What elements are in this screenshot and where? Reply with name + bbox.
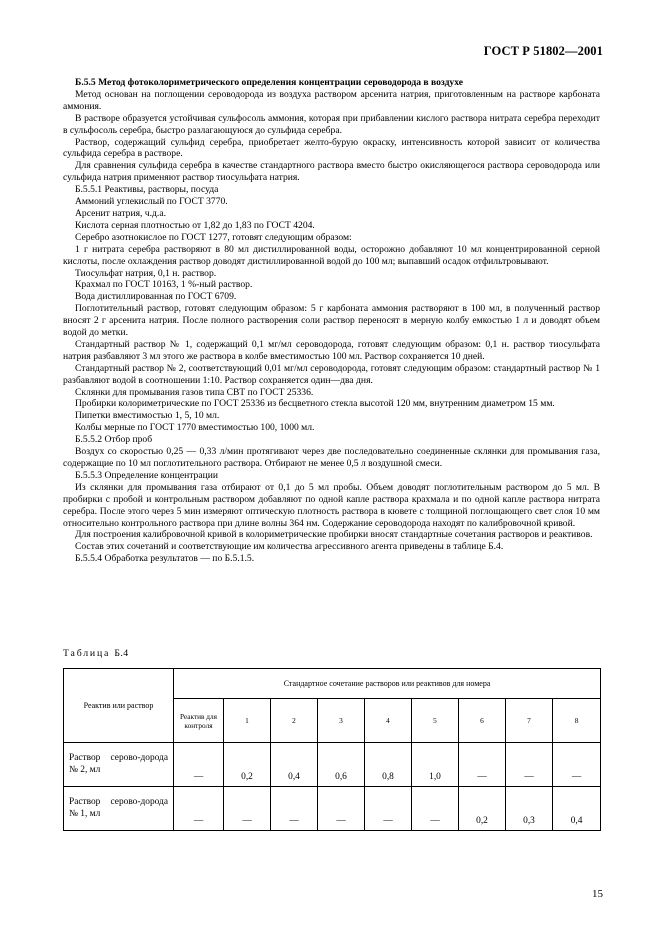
paragraph: Б.5.5.3 Определение концентрации <box>75 469 218 481</box>
table-cell: — <box>459 743 506 787</box>
table-cell: 0,6 <box>318 743 365 787</box>
table-caption-word: Таблица <box>63 648 111 659</box>
col-header-number: 2 <box>271 699 318 743</box>
table-cell: — <box>174 743 224 787</box>
paragraph: Поглотительный раствор, готовят следующим образом: 5 г карбоната аммония растворяют в 100 мл, в полученный раствор вносят 2 г арсенита натрия. После полного растворения соли раствор переносят в мерную колбу емкостью 1 л и доводят объем водой до метки. <box>63 303 600 339</box>
col-header-number: 6 <box>459 699 506 743</box>
paragraph: Кислота серная плотностью от 1,82 до 1,83 по ГОСТ 4204. <box>75 219 315 231</box>
table-cell: 0,4 <box>553 787 601 831</box>
paragraph: 1 г нитрата серебра растворяют в 80 мл дистиллированной воды, осторожно добавляют 10 мл концентрированной серной кислоты, после охлаждения раствор доводят дистиллированной водой до 100 мл; выпавший осадок отфильтровывают. <box>63 243 600 267</box>
paragraph: Состав этих сочетаний и соответствующие им количества агрессивного агента приведены в таблице Б.4. <box>75 541 504 553</box>
standard-header: ГОСТ Р 51802—2001 <box>483 44 603 58</box>
paragraph: Стандартный раствор № 1, содержащий 0,1 мг/мл сероводорода, готовят следующим образом: 0,1 н. раствор тиосульфата натрия разбавляют 3 мл этого же раствора в колбе вместимостью 100 мл. Раствор сохраняется 10 дней. <box>63 338 600 362</box>
paragraph: Для построения калибровочной кривой в колориметрические пробирки вносят стандартные сочетания растворов и реактивов. <box>75 529 593 541</box>
table-cell: 0,3 <box>506 787 553 831</box>
paragraph: Для сравнения сульфида серебра в качестве стандартного раствора вместо быстро окисляющегося раствора сероводорода или сульфида натрия применяют раствор тиосульфата натрия. <box>63 160 600 184</box>
paragraph: Пипетки вместимостью 1, 5, 10 мл. <box>75 410 220 422</box>
table-cell: 0,2 <box>459 787 506 831</box>
paragraph: Раствор, содержащий сульфид серебра, приобретает желто-бурую окраску, интенсивность которой зависит от количества сульфида серебра в растворе. <box>63 136 600 160</box>
table-row <box>64 787 601 831</box>
row-label: Раствор серово-дорода № 1, мл <box>64 787 174 831</box>
paragraph: Стандартный раствор № 2, соответствующий 0,01 мг/мл сероводорода, готовят следующим образом: стандартный раствор № 1 разбавляют водой в соотношении 1:10. Раствор сохраняется один—два дня. <box>63 362 600 386</box>
col-header-reagent: Реактив или раствор <box>64 669 174 743</box>
composition-table <box>63 668 601 831</box>
paragraph: Склянки для промывания газов типа СВТ по ГОСТ 25336. <box>75 386 314 398</box>
group-header: Стандартное сочетание растворов или реактивов для номера <box>174 669 601 699</box>
table-cell: — <box>318 787 365 831</box>
table-cell: — <box>174 787 224 831</box>
page-number: 15 <box>592 888 603 900</box>
paragraph: Метод основан на поглощении сероводорода из воздуха раствором арсенита натрия, приготовленным на растворе карбоната аммония. <box>63 88 600 112</box>
table-cell: 0,4 <box>271 743 318 787</box>
paragraph: Крахмал по ГОСТ 10163, 1 %-ный раствор. <box>75 279 253 291</box>
paragraph: Серебро азотнокислое по ГОСТ 1277, готовят следующим образом: <box>75 231 352 243</box>
table-cell: 0,8 <box>365 743 412 787</box>
col-header-number: 8 <box>553 699 601 743</box>
table-cell: — <box>365 787 412 831</box>
paragraph: Б.5.5.4 Обработка результатов — по Б.5.1.5. <box>75 553 255 565</box>
table-caption <box>63 648 129 659</box>
paragraph: Из склянки для промывания газа отбирают от 0,1 до 5 мл пробы. Объем доводят поглотительным раствором до 5 мл. В пробирки с пробой и контрольным раствором добавляют по одной капле раствора крахмала и по одной капле раствора нитрата серебра. После этого через 5 мин измеряют оптическую плотность раствора в кювете с толщиной поглощающего свет слоя 10 мм относительно контрольного раствора при длине волны 364 нм. Содержание сероводорода находят по калибровочной кривой. <box>63 481 600 529</box>
table-cell: 0,2 <box>224 743 271 787</box>
table-cell: — <box>412 787 459 831</box>
table-cell: — <box>224 787 271 831</box>
paragraph: Вода дистиллированная по ГОСТ 6709. <box>75 291 237 303</box>
paragraph: Тиосульфат натрия, 0,1 н. раствор. <box>75 267 217 279</box>
paragraph: Пробирки колориметрические по ГОСТ 25336 из бесцветного стекла высотой 120 мм, внутренним диаметром 15 мм. <box>75 398 555 410</box>
paragraph: Б.5.5.1 Реактивы, растворы, посуда <box>75 184 219 196</box>
table-cell: 1,0 <box>412 743 459 787</box>
table-row <box>64 743 601 787</box>
col-header-control: Реактив для контроля <box>174 699 224 743</box>
body-text <box>63 77 600 565</box>
paragraph: Воздух со скоростью 0,25 — 0,33 л/мин протягивают через две последовательно соединенные склянки для промывания газа, содержащие по 10 мл поглотительного раствора. Отбирают не менее 0,5 л воздушной смеси. <box>63 446 600 469</box>
table-caption-number: Б.4 <box>114 648 129 659</box>
table-cell: — <box>553 743 601 787</box>
paragraph: В растворе образуется устойчивая сульфосоль аммония, которая при прибавлении кислого раствора нитрата серебра переходит в сульфосоль серебра, быстро разлагающуюся до сульфида серебра. <box>63 112 600 136</box>
col-header-number: 4 <box>365 699 412 743</box>
paragraph: Б.5.5.2 Отбор проб <box>75 434 153 446</box>
col-header-number: 5 <box>412 699 459 743</box>
paragraph: Арсенит натрия, ч.д.а. <box>75 207 166 219</box>
col-header-number: 7 <box>506 699 553 743</box>
table-cell: — <box>271 787 318 831</box>
row-label: Раствор серово-дорода № 2, мл <box>64 743 174 787</box>
table-cell: — <box>506 743 553 787</box>
paragraph: Б.5.5 Метод фотоколориметрического определения концентрации сероводорода в воздухе <box>75 77 464 88</box>
col-header-number: 3 <box>318 699 365 743</box>
paragraph: Колбы мерные по ГОСТ 1770 вместимостью 100, 1000 мл. <box>75 422 315 434</box>
col-header-number: 1 <box>224 699 271 743</box>
paragraph: Аммоний углекислый по ГОСТ 3770. <box>75 196 228 208</box>
